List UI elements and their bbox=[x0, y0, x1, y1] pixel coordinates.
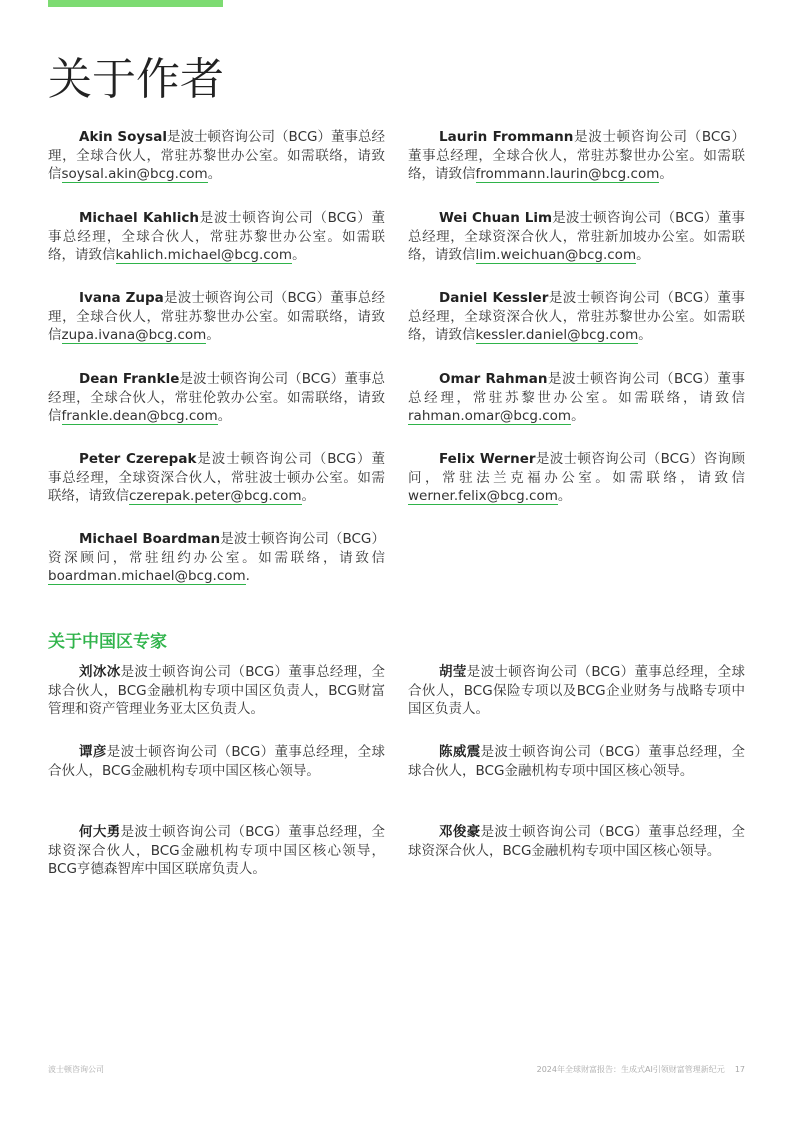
author-bio bbox=[48, 128, 385, 184]
author-name: Felix Werner bbox=[439, 451, 536, 467]
punctuation: 。 bbox=[659, 166, 673, 182]
expert-name: 刘冰冰 bbox=[79, 664, 121, 680]
author-name: Dean Frankle bbox=[79, 371, 180, 387]
expert-description: 是波士顿咨询公司（BCG）董事总经理，全球合伙人，BCG保险专项以及BCG企业财务与战略专项中国区负责人。 bbox=[408, 664, 746, 717]
email-link[interactable]: lim.weichuan@bcg.com bbox=[475, 247, 637, 263]
author-bio bbox=[48, 370, 385, 426]
email-link[interactable]: kessler.daniel@bcg.com bbox=[475, 327, 639, 343]
author-description: 是波士顿咨询公司（BCG）咨询顾问，常驻法兰克福办公室。如需联络，请致信 bbox=[408, 451, 745, 486]
author-name: Wei Chuan Lim bbox=[439, 210, 553, 226]
expert-bio bbox=[48, 823, 385, 879]
author-description: 是波士顿咨询公司（BCG）董事总经理，全球合伙人，常驻伦敦办公室。如需联络，请致信 bbox=[48, 371, 385, 424]
author-description: 是波士顿咨询公司（BCG）董事总经理，全球合伙人，常驻苏黎世办公室。如需联络，请致信 bbox=[48, 129, 385, 182]
expert-bio bbox=[408, 663, 745, 719]
expert-description: 是波士顿咨询公司（BCG）董事总经理，全球资深合伙人，BCG金融机构专项中国区核心领导，BCG亨德森智库中国区联席负责人。 bbox=[48, 824, 385, 877]
email-link[interactable]: kahlich.michael@bcg.com bbox=[115, 247, 293, 263]
email-link[interactable]: frommann.laurin@bcg.com bbox=[475, 166, 660, 182]
author-description: 是波士顿咨询公司（BCG）董事总经理，全球合伙人，常驻苏黎世办公室。如需联络，请致信 bbox=[48, 290, 385, 343]
punctuation: 。 bbox=[217, 408, 232, 424]
punctuation: . bbox=[245, 568, 250, 584]
author-description: 是波士顿咨询公司（BCG）董事总经理，全球合伙人，常驻苏黎世办公室。如需联络，请致信 bbox=[48, 210, 385, 263]
author-name: Daniel Kessler bbox=[439, 290, 549, 306]
author-name: Akin Soysal bbox=[79, 129, 167, 145]
expert-description: 是波士顿咨询公司（BCG）董事总经理，全球资深合伙人，BCG金融机构专项中国区核心领导。 bbox=[408, 824, 745, 859]
author-description: 是波士顿咨询公司（BCG）资深顾问，常驻纽约办公室。如需联络，请致信 bbox=[48, 531, 385, 566]
author-bio bbox=[48, 450, 385, 506]
author-description: 是波士顿咨询公司（BCG）董事总经理，全球资深合伙人，常驻波士顿办公室。如需联络，请致信 bbox=[48, 451, 385, 504]
expert-description: 是波士顿咨询公司（BCG）董事总经理，全球合伙人，BCG金融机构专项中国区负责人，BCG财富管理和资产管理业务亚太区负责人。 bbox=[48, 664, 385, 717]
expert-description: 是波士顿咨询公司（BCG）董事总经理，全球合伙人，BCG金融机构专项中国区核心领导。 bbox=[408, 744, 745, 779]
author-name: Laurin Frommann bbox=[439, 129, 574, 145]
expert-name: 何大勇 bbox=[79, 824, 121, 840]
expert-bio bbox=[48, 663, 385, 719]
email-link[interactable]: soysal.akin@bcg.com bbox=[61, 166, 208, 182]
page-title: 关于作者 bbox=[48, 54, 224, 105]
author-bio bbox=[408, 450, 745, 506]
punctuation: 。 bbox=[557, 488, 572, 504]
punctuation: 。 bbox=[292, 247, 306, 263]
author-name: Omar Rahman bbox=[439, 371, 548, 387]
email-link[interactable]: frankle.dean@bcg.com bbox=[61, 408, 218, 424]
punctuation: 。 bbox=[638, 327, 652, 343]
author-bio bbox=[48, 530, 385, 586]
author-description: 是波士顿咨询公司（BCG）董事总经理，全球资深合伙人，常驻新加坡办公室。如需联络，请致信 bbox=[408, 210, 745, 263]
punctuation: 。 bbox=[207, 166, 222, 182]
expert-description: 是波士顿咨询公司（BCG）董事总经理，全球合伙人，BCG金融机构专项中国区核心领导。 bbox=[48, 744, 386, 779]
expert-bio bbox=[408, 743, 745, 780]
expert-name: 邓俊豪 bbox=[439, 824, 481, 840]
footer-report-info bbox=[537, 1064, 745, 1075]
author-name: Peter Czerepak bbox=[79, 451, 197, 467]
author-bio bbox=[408, 370, 745, 426]
author-bio bbox=[48, 209, 385, 265]
section-heading: 关于中国区专家 bbox=[48, 632, 167, 652]
punctuation: 。 bbox=[571, 408, 585, 424]
author-name: Ivana Zupa bbox=[79, 290, 164, 306]
author-name: Michael Boardman bbox=[79, 531, 221, 547]
top-accent-bar bbox=[48, 0, 223, 7]
email-link[interactable]: zupa.ivana@bcg.com bbox=[61, 327, 207, 343]
punctuation: 。 bbox=[301, 488, 316, 504]
page-number: 17 bbox=[734, 1065, 745, 1074]
author-bio bbox=[48, 289, 385, 345]
expert-name: 陈威震 bbox=[439, 744, 481, 760]
email-link[interactable]: czerepak.peter@bcg.com bbox=[129, 488, 302, 504]
author-description: 是波士顿咨询公司（BCG）董事总经理，全球合伙人，常驻苏黎世办公室。如需联络，请致信 bbox=[408, 129, 745, 182]
email-link[interactable]: boardman.michael@bcg.com bbox=[48, 568, 246, 584]
author-bio bbox=[408, 209, 745, 265]
email-link[interactable]: werner.felix@bcg.com bbox=[408, 488, 558, 504]
expert-bio bbox=[48, 743, 385, 780]
author-bio bbox=[408, 289, 745, 345]
expert-name: 胡莹 bbox=[439, 664, 467, 680]
author-description: 是波士顿咨询公司（BCG）董事总经理，全球资深合伙人，常驻苏黎世办公室。如需联络，请致信 bbox=[408, 290, 745, 343]
author-bio bbox=[408, 128, 745, 184]
expert-bio bbox=[408, 823, 745, 860]
expert-name: 谭彦 bbox=[79, 744, 107, 760]
footer-company: 波士顿咨询公司 bbox=[48, 1065, 104, 1074]
punctuation: 。 bbox=[206, 327, 220, 343]
footer-report-title: 2024年全球财富报告：生成式AI引领财富管理新纪元 bbox=[536, 1065, 725, 1074]
email-link[interactable]: rahman.omar@bcg.com bbox=[408, 408, 572, 424]
punctuation: 。 bbox=[636, 247, 650, 263]
author-name: Michael Kahlich bbox=[79, 210, 200, 226]
author-description: 是波士顿咨询公司（BCG）董事总经理，常驻苏黎世办公室。如需联络，请致信 bbox=[408, 371, 745, 406]
